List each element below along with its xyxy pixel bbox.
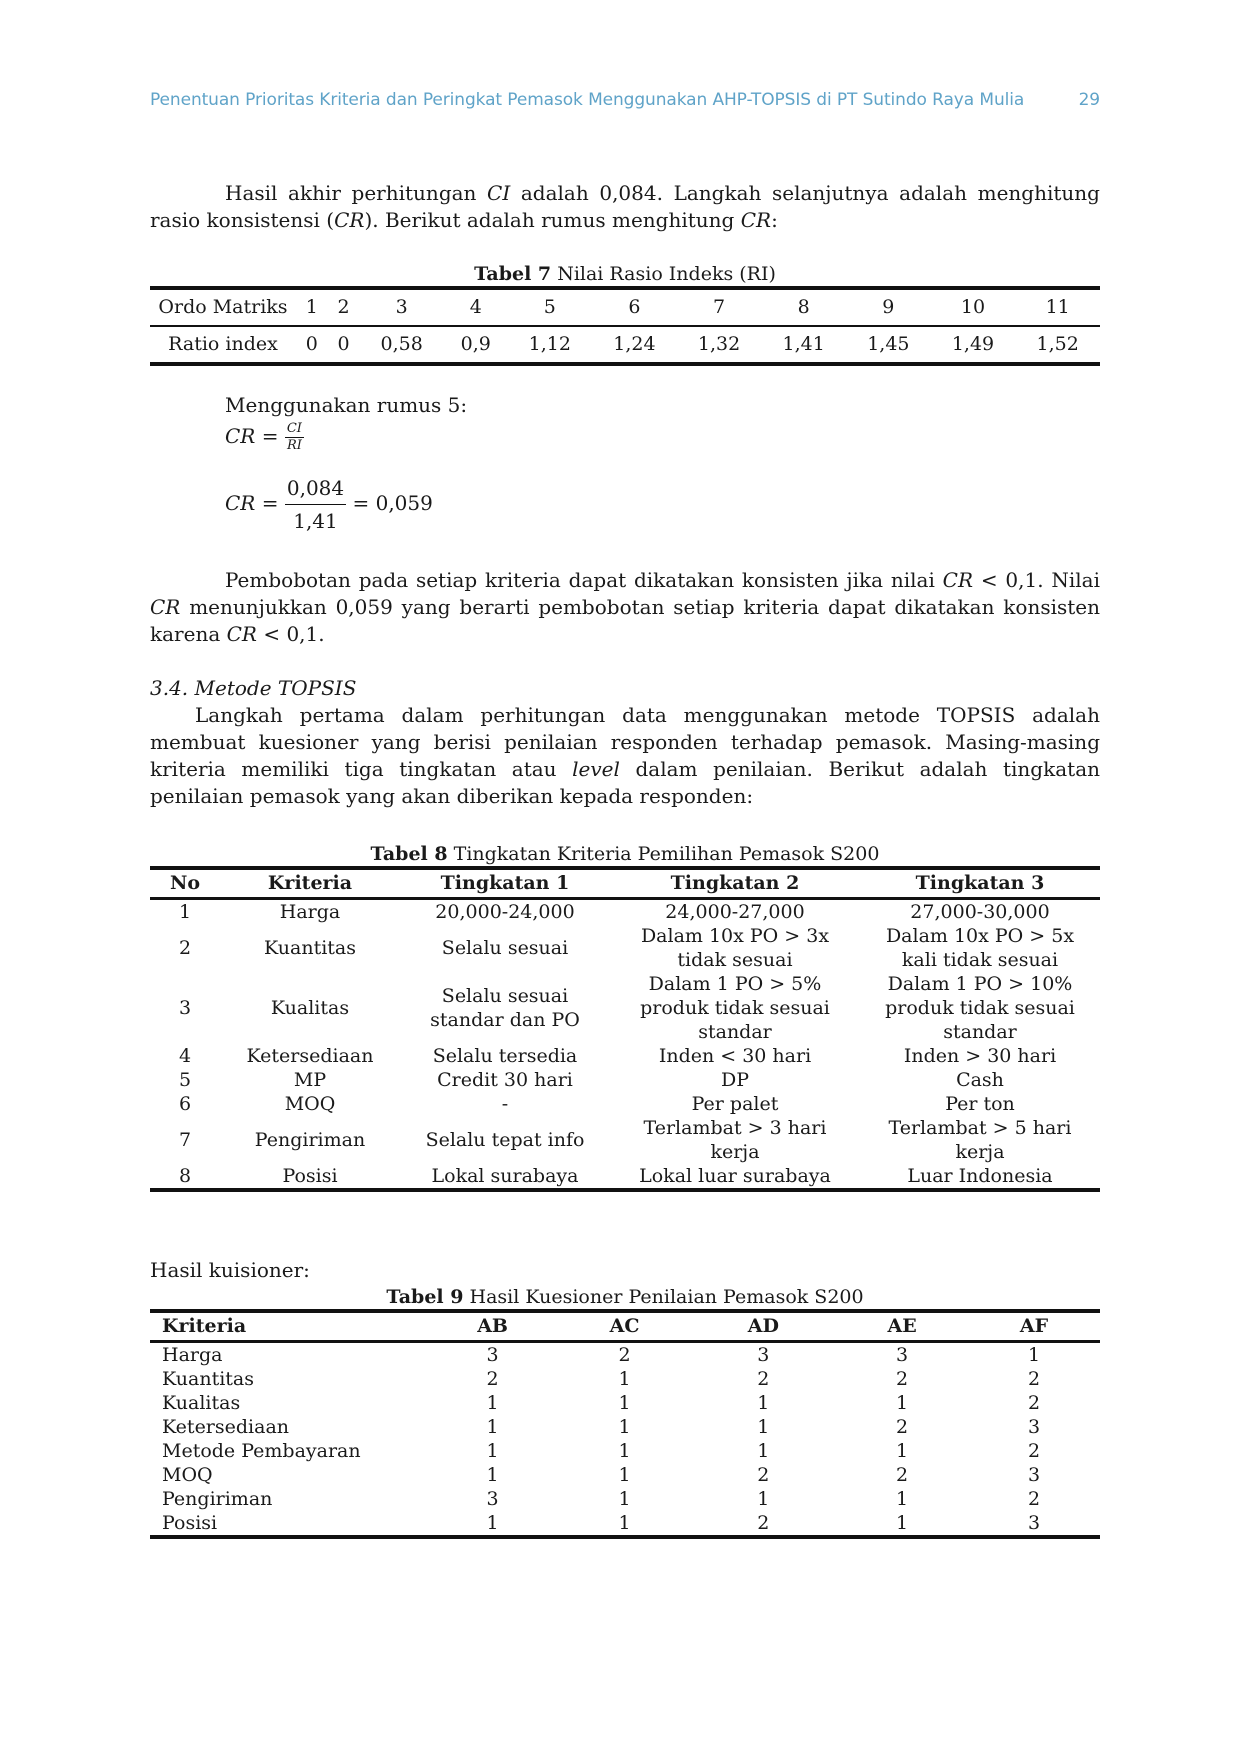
fraction-denominator: RI <box>286 438 302 453</box>
hasil-label: Hasil kuisioner: <box>150 1258 310 1282</box>
table-cell: Selalu sesuai standar dan PO <box>430 985 580 1031</box>
caption-label: Tabel 8 <box>370 843 448 865</box>
table-cell: 1,12 <box>507 326 592 364</box>
table-cell: Dalam 10x PO > 3x tidak sesuai <box>640 925 830 971</box>
table-cell: - <box>501 1093 509 1115</box>
table-cell: Posisi <box>220 1164 400 1190</box>
table-cell: Selalu tersedia <box>432 1045 578 1067</box>
score-cell: 3 <box>486 1344 499 1366</box>
table7-caption <box>150 262 1100 286</box>
table-row <box>150 288 1100 326</box>
row-number: 7 <box>178 1129 192 1151</box>
table-cell: 4 <box>444 288 507 326</box>
cr-symbol: CR <box>150 595 181 619</box>
table-cell: 1,32 <box>677 326 762 364</box>
table-row <box>150 899 1100 925</box>
table-cell: 8 <box>761 288 846 326</box>
table-row <box>150 1342 1100 1368</box>
score-cell: 3 <box>757 1344 770 1366</box>
table-row <box>150 1044 1100 1068</box>
criteria-name: Pengiriman <box>162 1488 273 1510</box>
table-cell: Inden > 30 hari <box>903 1045 1057 1067</box>
table-cell: 0,58 <box>359 326 444 364</box>
score-cell: 2 <box>896 1464 909 1486</box>
score-cell: 1 <box>486 1416 499 1438</box>
table-row <box>150 1092 1100 1116</box>
text-fragment: adalah 0,084. Langkah selanjutnya adalah menghitung rasio konsistensi ( <box>150 181 1100 232</box>
score-cell: 1 <box>618 1488 631 1510</box>
score-cell: 1 <box>757 1416 770 1438</box>
table-cell: Harga <box>279 901 341 923</box>
table-cell: 10 <box>931 288 1016 326</box>
table-cell: Inden < 30 hari <box>658 1045 812 1067</box>
score-cell: 2 <box>757 1464 770 1486</box>
text-fragment: < 0,1. <box>256 622 325 646</box>
criteria-name: Ketersediaan <box>162 1416 290 1438</box>
table9-caption <box>150 1285 1100 1309</box>
table-cell: 1,49 <box>931 326 1016 364</box>
table-cell: Selalu tepat info <box>425 1129 585 1151</box>
ratio-index-table <box>150 286 1100 366</box>
score-cell: 1 <box>559 1511 691 1537</box>
running-title: Penentuan Prioritas Kriteria dan Peringkat Pemasok Menggunakan AHP-TOPSIS di PT Sutindo Raya Mulia <box>150 90 1025 110</box>
criteria-name: Kualitas <box>162 1392 241 1414</box>
column-header: AF <box>968 1311 1100 1342</box>
column-header: Kriteria <box>150 1311 427 1342</box>
score-cell: 1 <box>896 1392 909 1414</box>
table-row <box>150 1463 1100 1487</box>
table-cell: 20,000-24,000 <box>435 901 575 923</box>
table-cell: Dalam 10x PO > 5x kali tidak sesuai <box>885 925 1075 971</box>
table-cell: 1,41 <box>761 326 846 364</box>
text-fragment: Langkah pertama dalam perhitungan data menggunakan metode TOPSIS adalah membuat kuesioner yang berisi penilaian responden terhadap pemasok. Masing-masing kriteria memiliki tiga tingkatan atau <box>150 703 1100 781</box>
row-label: Ordo Matriks <box>150 288 296 326</box>
table-cell: MP <box>293 1069 327 1091</box>
equals-sign: = <box>255 424 285 448</box>
score-cell: 1 <box>896 1440 909 1462</box>
score-cell: 1 <box>618 1416 631 1438</box>
score-cell: 2 <box>618 1344 631 1366</box>
text-fragment: Hasil akhir perhitungan <box>225 181 488 205</box>
cr-symbol: CR <box>942 568 974 592</box>
formula-result: = 0,059 <box>352 491 433 515</box>
table-row <box>150 1487 1100 1511</box>
criteria-name: Kuantitas <box>162 1368 255 1390</box>
page-number: 29 <box>1078 90 1100 110</box>
text-fragment: : <box>771 208 778 232</box>
score-cell: 3 <box>896 1344 909 1366</box>
table-cell: Terlambat > 5 hari kerja <box>888 1117 1072 1163</box>
column-header: Tingkatan 2 <box>610 868 860 899</box>
score-cell: 2 <box>896 1368 909 1390</box>
score-cell: 1 <box>757 1440 770 1462</box>
table-row <box>150 972 1100 1044</box>
table-cell: 1 <box>296 288 328 326</box>
score-cell: 1 <box>1027 1344 1041 1366</box>
table-cell: Selalu sesuai <box>441 937 569 959</box>
score-cell: 2 <box>486 1368 499 1390</box>
criteria-name: Harga <box>162 1344 223 1366</box>
table-cell: 24,000-27,000 <box>665 901 805 923</box>
table-cell: Per palet <box>691 1093 779 1115</box>
score-cell: 1 <box>757 1488 770 1510</box>
score-cell: 3 <box>1027 1416 1041 1438</box>
table9-block <box>150 1285 1100 1539</box>
table-cell: Lokal luar surabaya <box>610 1164 860 1190</box>
column-header: AB <box>427 1311 559 1342</box>
row-number: 3 <box>178 997 192 1019</box>
score-cell: 2 <box>1027 1392 1041 1414</box>
column-header: No <box>150 868 220 899</box>
table8-block <box>150 842 1100 1192</box>
table-cell: Ketersediaan <box>246 1045 374 1067</box>
score-cell: 1 <box>618 1464 631 1486</box>
table-cell: 6 <box>592 288 677 326</box>
criteria-name: Metode Pembayaran <box>162 1440 361 1462</box>
table-cell: 2 <box>328 288 360 326</box>
fraction-numerator: 0,084 <box>285 472 346 505</box>
table-cell: 0 <box>296 326 328 364</box>
table-cell: Cash <box>956 1069 1004 1091</box>
table-cell: 27,000-30,000 <box>910 901 1050 923</box>
equals-sign: = <box>255 491 285 515</box>
score-cell: 1 <box>486 1464 499 1486</box>
row-number: 4 <box>178 1045 192 1067</box>
formula-intro: Menggunakan rumus 5: <box>225 393 468 417</box>
table-cell: Credit 30 hari <box>437 1069 573 1091</box>
fraction-values <box>285 472 346 537</box>
row-number: 6 <box>178 1093 192 1115</box>
score-cell: 2 <box>1027 1368 1041 1390</box>
formula-block <box>225 392 825 537</box>
score-cell: 1 <box>618 1368 631 1390</box>
table-cell: 5 <box>507 288 592 326</box>
table-cell: Dalam 1 PO > 10% produk tidak sesuai standar <box>885 973 1075 1043</box>
score-cell: 1 <box>836 1511 968 1537</box>
section-paragraph <box>150 702 1100 810</box>
table-row <box>150 1439 1100 1463</box>
table-row <box>150 1391 1100 1415</box>
table-header-row <box>150 1311 1100 1342</box>
column-header: Tingkatan 3 <box>860 868 1100 899</box>
table-cell: Kualitas <box>270 997 350 1019</box>
table-cell: 1,45 <box>846 326 931 364</box>
table-row <box>150 1367 1100 1391</box>
table-cell: 11 <box>1015 288 1100 326</box>
row-number: 1 <box>178 901 192 923</box>
table-cell: 1,24 <box>592 326 677 364</box>
row-number: 2 <box>178 937 192 959</box>
cr-symbol: CR <box>740 208 772 232</box>
text-fragment: < 0,1. Nilai <box>973 568 1101 592</box>
score-cell: 2 <box>896 1416 909 1438</box>
paragraph-ci-result <box>150 180 1100 234</box>
score-cell: 1 <box>618 1440 631 1462</box>
table-cell: Per ton <box>945 1093 1015 1115</box>
score-cell: 1 <box>896 1488 909 1510</box>
score-cell: 2 <box>691 1511 837 1537</box>
caption-text: Nilai Rasio Indeks (RI) <box>551 263 776 285</box>
table7-block <box>150 262 1100 366</box>
row-number: 8 <box>150 1164 220 1190</box>
column-header: AC <box>559 1311 691 1342</box>
table-row <box>150 326 1100 364</box>
level-term: level <box>572 757 620 781</box>
formula-computed <box>225 472 825 537</box>
table-cell: 0,9 <box>444 326 507 364</box>
ci-symbol: CI <box>487 181 511 205</box>
table-cell: Dalam 1 PO > 5% produk tidak sesuai standar <box>640 973 830 1043</box>
section-topsis <box>150 675 1100 810</box>
criteria-levels-table <box>150 866 1100 1192</box>
score-cell: 1 <box>618 1392 631 1414</box>
table-cell: 7 <box>677 288 762 326</box>
score-cell: 1 <box>427 1511 559 1537</box>
caption-label: Tabel 7 <box>474 263 552 285</box>
table-cell: 3 <box>359 288 444 326</box>
cr-symbol: CR <box>225 424 256 448</box>
row-label: Ratio index <box>150 326 296 364</box>
table-cell: Terlambat > 3 hari kerja <box>643 1117 827 1163</box>
table8-caption <box>150 842 1100 866</box>
table-row <box>150 924 1100 972</box>
cr-symbol: CR <box>226 622 257 646</box>
cr-symbol: CR <box>334 208 365 232</box>
running-header <box>150 90 1100 110</box>
text-fragment: ). Berikut adalah rumus menghitung <box>364 208 741 232</box>
score-cell: 1 <box>486 1392 499 1414</box>
table-cell: MOQ <box>284 1093 336 1115</box>
column-header: AD <box>691 1311 837 1342</box>
table-row <box>150 1511 1100 1537</box>
table-row <box>150 1164 1100 1190</box>
section-heading: 3.4. Metode TOPSIS <box>150 676 357 700</box>
table-cell: 9 <box>846 288 931 326</box>
table-cell: 1,52 <box>1015 326 1100 364</box>
table-cell: Luar Indonesia <box>860 1164 1100 1190</box>
criteria-name: MOQ <box>162 1464 213 1486</box>
table-row <box>150 1068 1100 1092</box>
score-cell: 2 <box>1027 1440 1041 1462</box>
row-number: 5 <box>178 1069 192 1091</box>
text-fragment: dalam penilaian. Berikut adalah tingkatan penilaian pemasok yang akan diberikan kepada responden: <box>150 757 1100 808</box>
table-row <box>150 1415 1100 1439</box>
criteria-name: Posisi <box>150 1511 427 1537</box>
table-row <box>150 1116 1100 1164</box>
score-cell: 3 <box>1027 1464 1041 1486</box>
score-cell: 1 <box>486 1440 499 1462</box>
cr-symbol: CR <box>225 491 256 515</box>
table-cell: DP <box>720 1069 750 1091</box>
fraction-numerator: CI <box>286 421 302 436</box>
caption-text: Tingkatan Kriteria Pemilihan Pemasok S200 <box>447 843 880 865</box>
questionnaire-results-table <box>150 1309 1100 1539</box>
caption-label: Tabel 9 <box>386 1286 464 1308</box>
column-header: AE <box>836 1311 968 1342</box>
formula-general <box>225 421 825 454</box>
text-fragment: menunjukkan 0,059 yang berarti pembobotan setiap kriteria dapat dikatakan konsisten karena <box>150 595 1100 646</box>
score-cell: 3 <box>968 1511 1100 1537</box>
fraction-ci-ri <box>285 421 304 454</box>
table-header-row <box>150 868 1100 899</box>
score-cell: 2 <box>1027 1488 1041 1510</box>
score-cell: 3 <box>486 1488 499 1510</box>
table-cell: Pengiriman <box>254 1129 366 1151</box>
caption-text: Hasil Kuesioner Penilaian Pemasok S200 <box>463 1286 864 1308</box>
column-header: Tingkatan 1 <box>400 868 610 899</box>
fraction-denominator: 1,41 <box>293 509 338 533</box>
table-cell: Lokal surabaya <box>400 1164 610 1190</box>
table-cell: Kuantitas <box>263 937 356 959</box>
table-cell: 0 <box>328 326 360 364</box>
column-header: Kriteria <box>220 868 400 899</box>
score-cell: 2 <box>757 1368 770 1390</box>
score-cell: 1 <box>757 1392 770 1414</box>
paragraph-consistency <box>150 567 1100 648</box>
text-fragment: Pembobotan pada setiap kriteria dapat dikatakan konsisten jika nilai <box>225 568 943 592</box>
